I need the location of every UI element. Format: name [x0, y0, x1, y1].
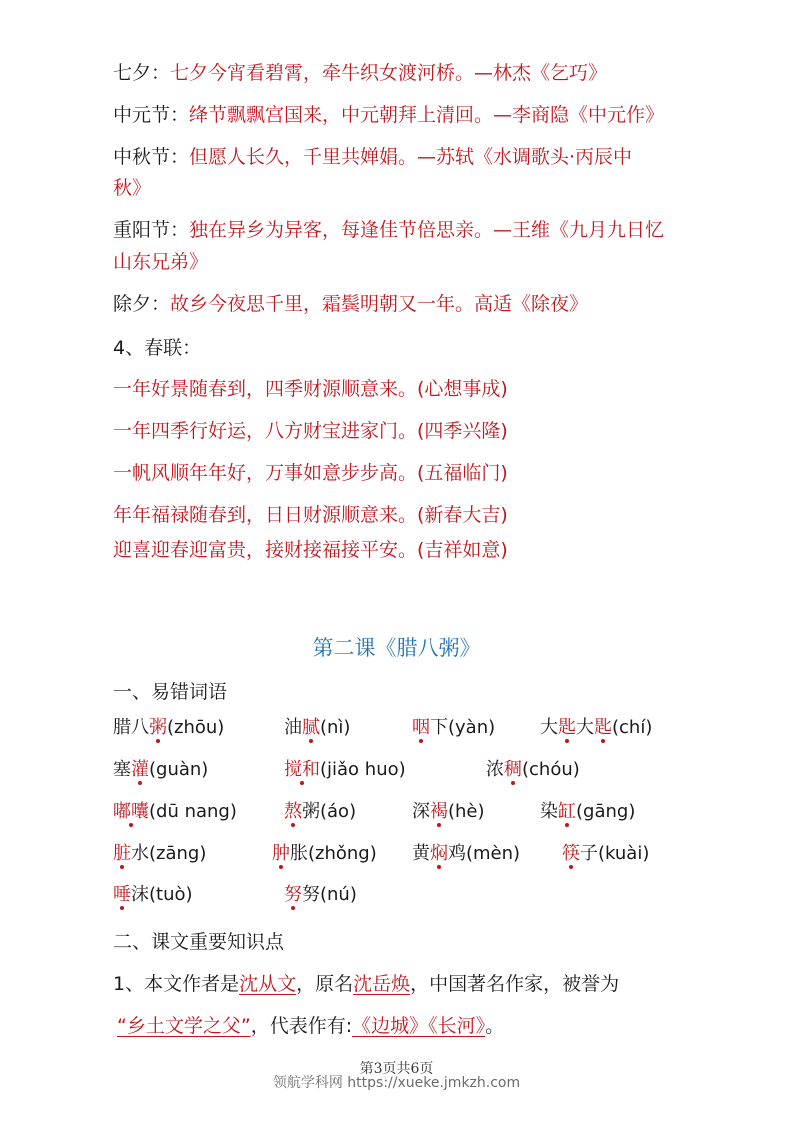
festival-zhongqiu	[113, 142, 632, 172]
vocab-item: 腊八粥(zhōu)	[113, 717, 225, 738]
point-1-line-1: 1、本文作者是沈从文，原名沈岳焕，中国著名作家，被誉为	[113, 973, 620, 995]
original-name: 沈岳焕	[353, 973, 411, 995]
festival-label: 七夕：	[113, 62, 171, 84]
vocab-item: 黄焖鸡(mèn)	[412, 843, 521, 864]
lesson-title: 第二课《腊八粥》	[312, 636, 481, 660]
vocab-item: 搅和(jiǎo huo)	[284, 759, 406, 780]
festival-chongyang-cont: 山东兄弟》	[113, 251, 209, 273]
festival-zhongqiu-cont: 秋》	[113, 177, 152, 199]
point-1-line-2: “乡土文学之父”，代表作有:《边城》《长河》。	[117, 1015, 505, 1037]
vocab-item: 肿胀(zhǒng)	[272, 843, 377, 864]
festival-poem: 七夕今宵看碧霄，牵牛织女渡河桥。—林杰《乞巧》	[170, 62, 608, 84]
couplet-2: 一年四季行好运，八方财宝进家门。(四季兴隆)	[113, 420, 508, 442]
couplet-1: 一年好景随春到，四季财源顺意来。(心想事成)	[113, 378, 508, 400]
vocab-item: 油腻(nì)	[284, 717, 351, 738]
section-heading-points: 二、课文重要知识点	[113, 931, 285, 953]
festival-qixi	[113, 58, 607, 88]
vocab-item: 大匙大匙(chí)	[540, 717, 653, 738]
vocab-item: 染缸(gāng)	[540, 801, 636, 822]
couplet-5: 迎喜迎春迎富贵，接财接福接平安。(吉祥如意)	[113, 539, 508, 561]
vocab-item: 塞灌(guàn)	[113, 759, 209, 780]
festival-poem: 故乡今夜思千里，霜鬓明朝又一年。高适《除夜》	[170, 293, 589, 315]
festival-poem: 绛节飘飘宫国来，中元朝拜上清回。—李商隐《中元作》	[189, 104, 665, 126]
vocab-item: 筷子(kuài)	[562, 843, 650, 864]
page-number: 第3页共6页	[359, 1061, 434, 1077]
festival-chongyang	[113, 215, 664, 245]
couplet-3: 一帆风顺年年好，万事如意步步高。(五福临门)	[113, 462, 508, 484]
vocab-item: 浓稠(chóu)	[486, 759, 580, 780]
vocab-item: 脏水(zāng)	[113, 843, 207, 864]
vocab-item: 咽下(yàn)	[412, 717, 496, 738]
couplet-4: 年年福禄随春到，日日财源顺意来。(新春大吉)	[113, 504, 508, 526]
representative-works: 《边城》《长河》	[352, 1015, 486, 1037]
author-name: 沈从文	[239, 973, 297, 995]
festival-label: 除夕：	[113, 293, 171, 315]
vocab-item: 努努(nú)	[284, 884, 357, 905]
vocab-item: 深褐(hè)	[412, 801, 485, 822]
section-heading-vocab: 一、易错词语	[113, 681, 228, 703]
honorific-title: “乡土文学之父”	[117, 1015, 251, 1037]
festival-chuxi	[113, 289, 588, 319]
vocab-item: 嘟囔(dū nang)	[113, 801, 237, 822]
festival-label: 中秋节：	[113, 146, 190, 168]
vocab-item: 唾沫(tuò)	[113, 884, 193, 905]
festival-zhongyuan	[113, 100, 664, 130]
vocab-item: 熬粥(áo)	[284, 801, 357, 822]
watermark: 领航学科网 https://xueke.jmkzh.com	[272, 1075, 521, 1091]
festival-label: 重阳节：	[113, 219, 190, 241]
festival-label: 中元节：	[113, 104, 190, 126]
festival-poem: 独在异乡为异客，每逢佳节倍思亲。—王维《九月九日忆	[189, 219, 665, 241]
festival-poem: 但愿人长久，千里共婵娟。—苏轼《水调歌头·丙辰中	[189, 146, 633, 168]
couplets-heading: 4、春联：	[113, 337, 202, 359]
